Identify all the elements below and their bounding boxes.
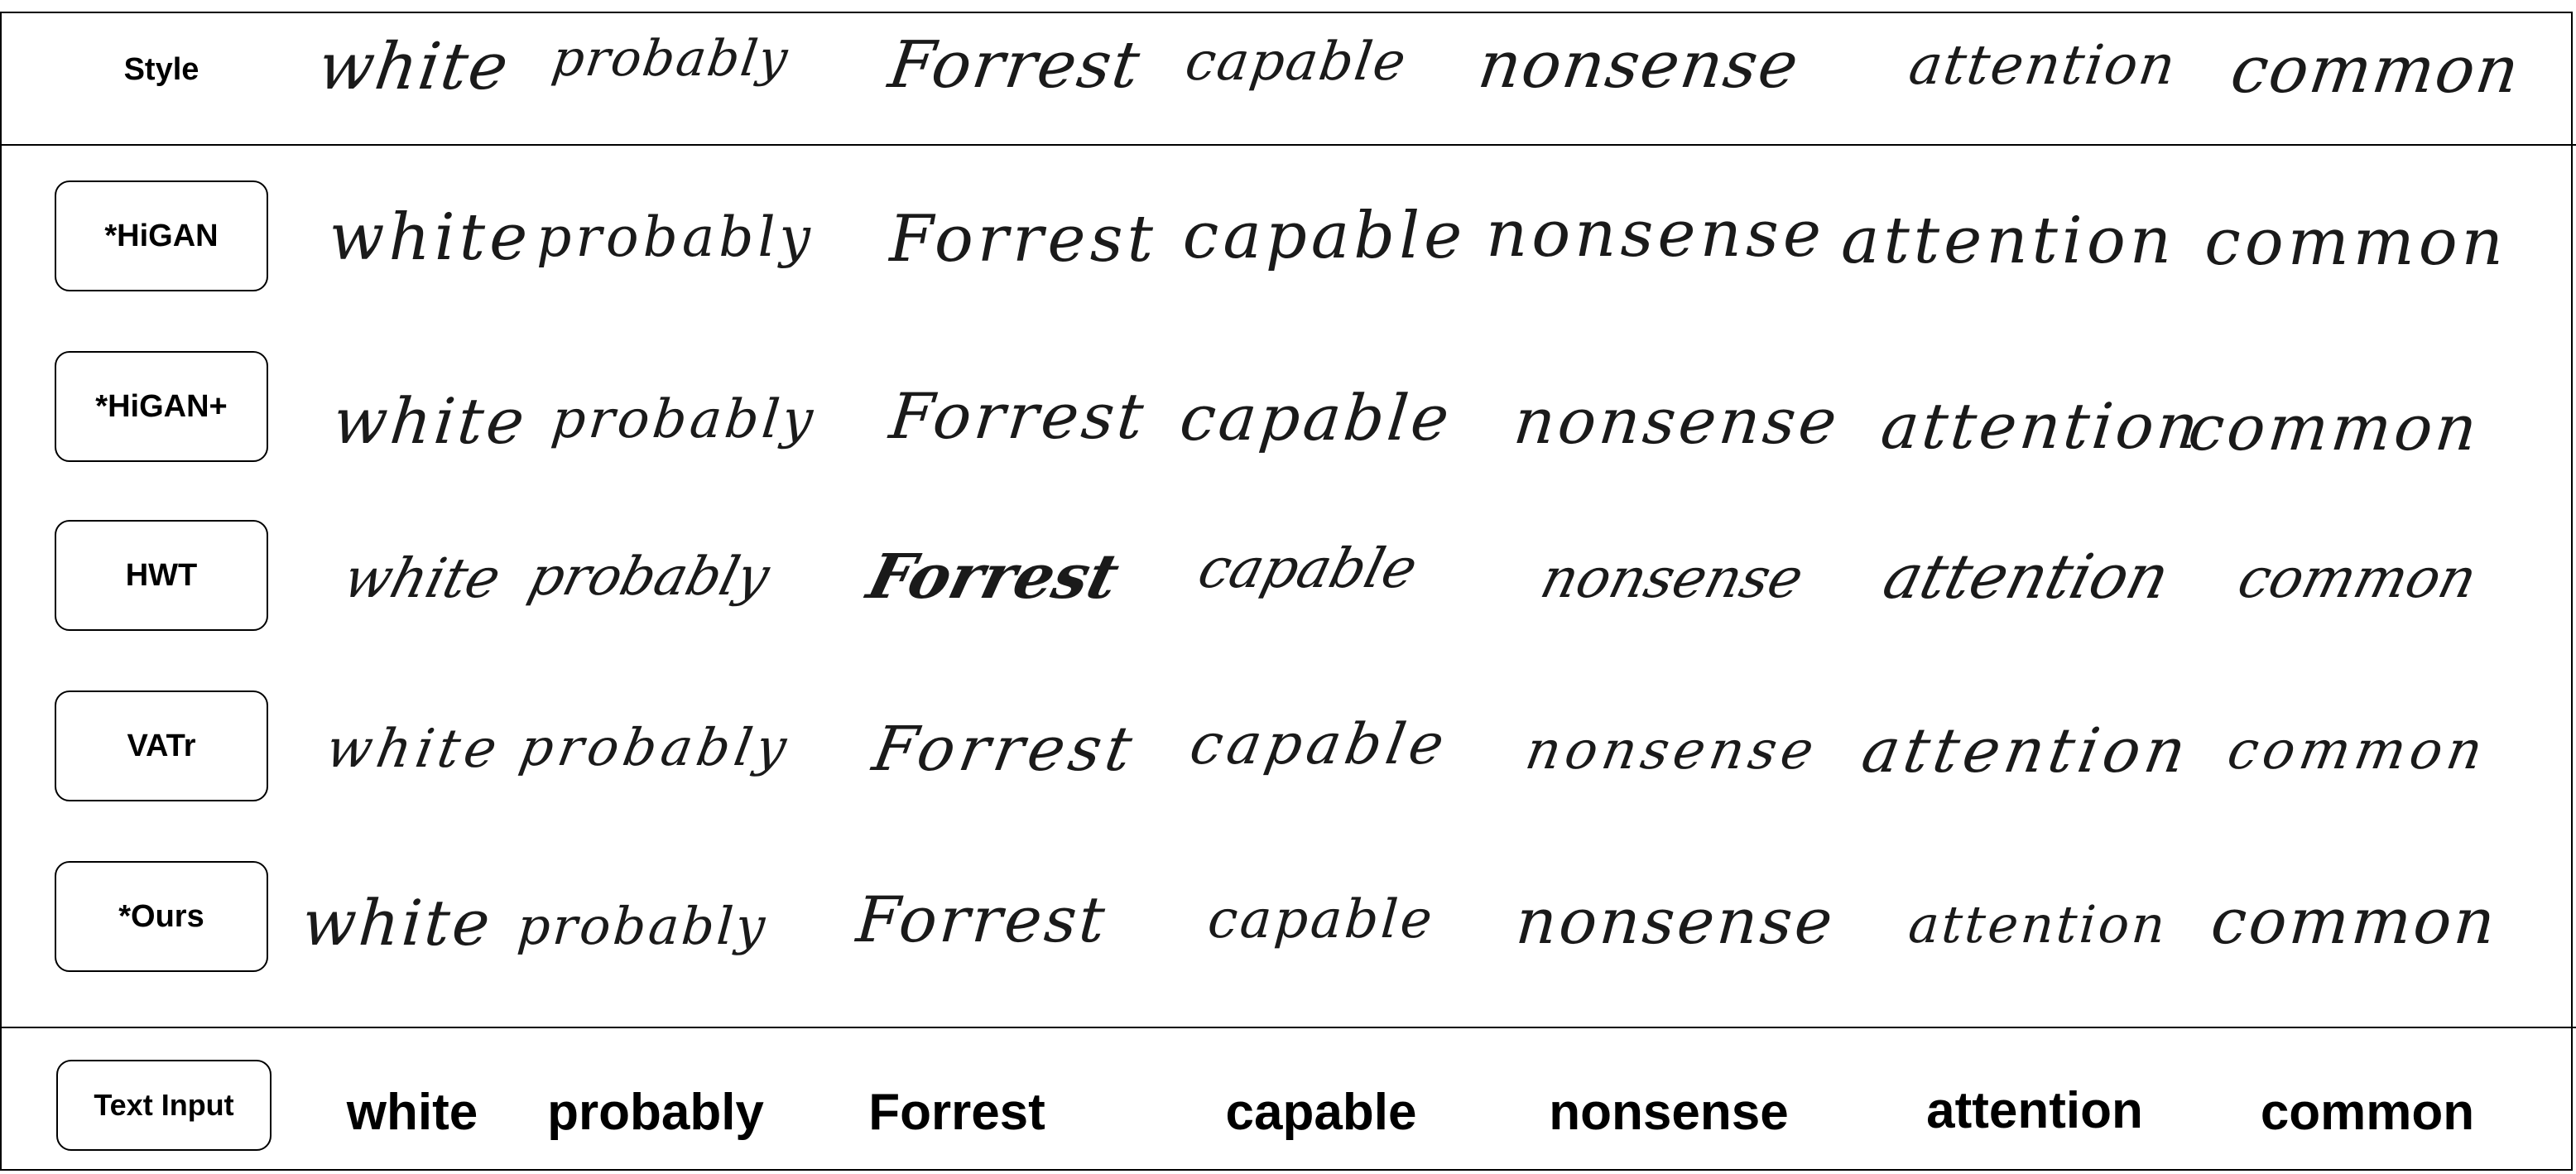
higan-plus-word-7: common <box>2184 391 2484 464</box>
ours-word-5: nonsense <box>1513 884 1838 958</box>
higan-word-4: capable <box>1182 199 1467 273</box>
text-input-word-1: white <box>346 1084 478 1141</box>
style-word-4: capable <box>1181 31 1411 93</box>
label-ours: *Ours <box>55 861 268 972</box>
hwt-word-5: nonsense <box>1534 546 1810 610</box>
text-input-word-7: common <box>2260 1084 2475 1141</box>
label-text-input: Text Input <box>56 1060 272 1151</box>
hwt-word-6: attention <box>1876 541 2177 613</box>
vatr-word-3: Forrest <box>867 714 1142 785</box>
label-vatr: VATr <box>55 690 268 801</box>
vatr-word-5: nonsense <box>1521 720 1824 782</box>
higan-plus-word-6: attention <box>1877 389 2205 463</box>
hwt-word-1: white <box>337 546 507 610</box>
style-label: Style <box>123 51 199 87</box>
hwt-word-7: common <box>2232 546 2483 610</box>
ours-word-1: white <box>300 886 495 960</box>
divider-style <box>0 144 2576 146</box>
ours-word-2: probably <box>515 896 770 956</box>
higan-plus-word-5: nonsense <box>1511 384 1843 458</box>
ours-word-3: Forrest <box>853 883 1110 956</box>
vatr-word-4: capable <box>1185 712 1454 777</box>
vatr-word-2: probably <box>515 717 796 777</box>
style-word-5: nonsense <box>1473 28 1805 103</box>
higan-word-6: attention <box>1840 204 2176 278</box>
label-hwt: HWT <box>55 520 268 631</box>
hwt-word-2: probably <box>522 546 776 608</box>
higan-plus-word-3: Forrest <box>886 379 1151 453</box>
label-higan-plus: *HiGAN+ <box>55 351 268 462</box>
higan-word-3: Forrest <box>889 202 1157 277</box>
higan-plus-word-4: capable <box>1176 381 1456 455</box>
style-word-1: white <box>313 30 515 104</box>
higan-word-5: nonsense <box>1485 197 1826 272</box>
text-input-word-6: attention <box>1926 1082 2143 1139</box>
hwt-word-3: Forrest <box>860 541 1127 613</box>
text-input-word-4: capable <box>1225 1084 1417 1141</box>
style-word-3: Forrest <box>884 28 1146 103</box>
higan-word-1: white <box>329 200 532 275</box>
vatr-word-1: white <box>321 719 507 780</box>
hwt-word-4: capable <box>1192 536 1424 600</box>
divider-text-input <box>0 1027 2576 1028</box>
style-word-6: attention <box>1905 33 2181 97</box>
style-word-2: probably <box>548 30 793 88</box>
label-higan: *HiGAN <box>55 180 268 291</box>
vatr-word-7: common <box>2223 720 2492 782</box>
higan-plus-word-2: probably <box>548 389 819 450</box>
ours-word-6: attention <box>1906 894 2170 955</box>
ours-word-4: capable <box>1205 889 1437 950</box>
text-input-word-5: nonsense <box>1549 1084 1789 1141</box>
style-word-7: common <box>2226 33 2526 108</box>
higan-word-7: common <box>2204 205 2507 280</box>
higan-word-2: probably <box>536 205 815 269</box>
ours-word-7: common <box>2208 884 2500 958</box>
vatr-word-6: attention <box>1857 715 2196 787</box>
higan-plus-word-1: white <box>329 384 531 458</box>
text-input-word-3: Forrest <box>868 1084 1045 1141</box>
text-input-word-2: probably <box>547 1084 764 1141</box>
